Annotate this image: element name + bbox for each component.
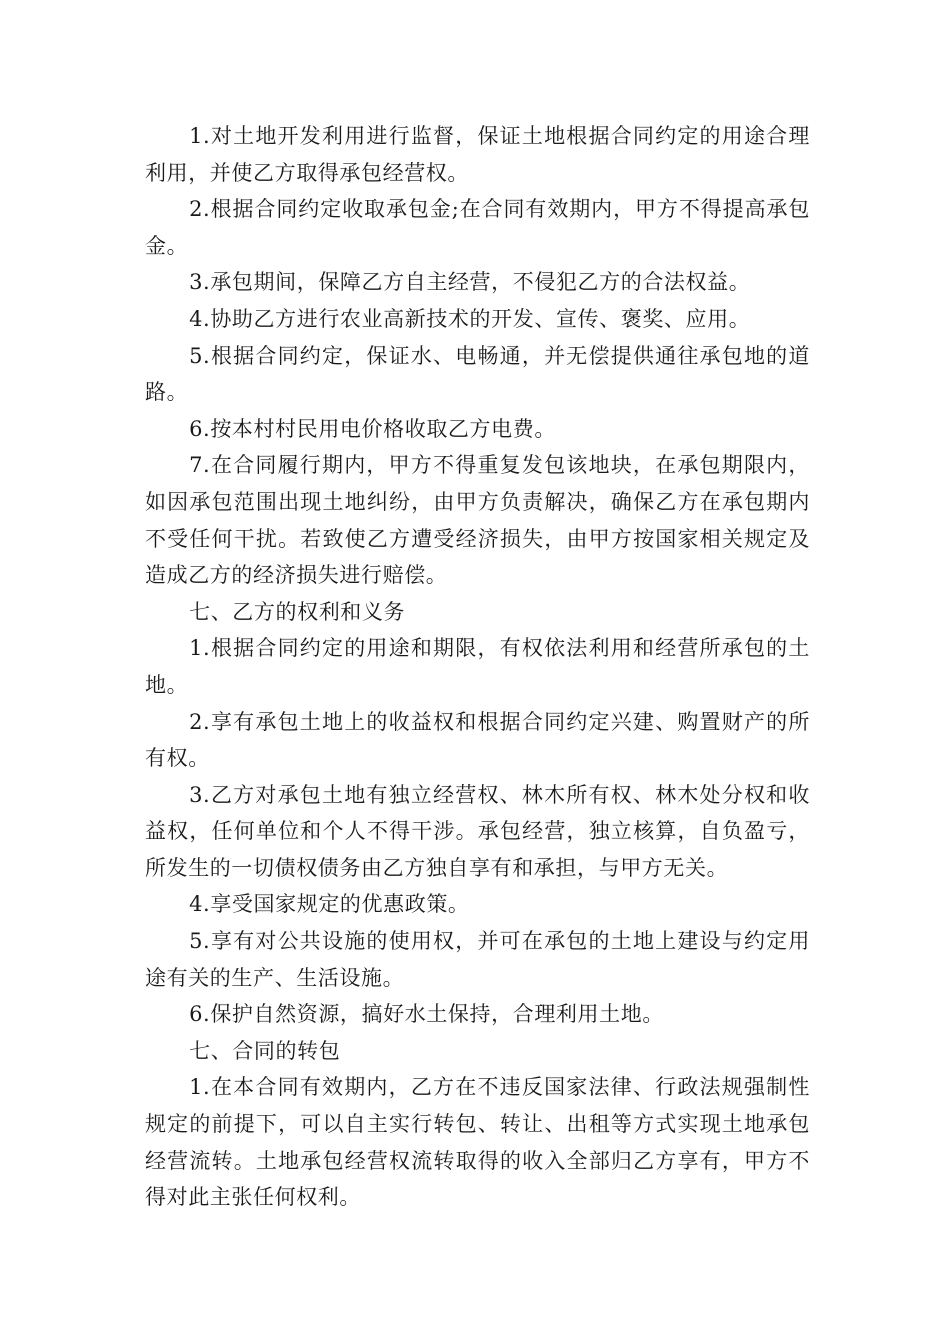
paragraph-8: 1.根据合同约定的用途和期限，有权依法利用和经营所承包的土地。 [145,636,810,697]
paragraph-2: 2.根据合同约定收取承包金;在合同有效期内，甲方不得提高承包金。 [145,197,810,258]
paragraph-3: 3.承包期间，保障乙方自主经营，不侵犯乙方的合法权益。 [189,270,751,295]
paragraph-4: 4.协助乙方进行农业高新技术的开发、宣传、褒奖、应用。 [189,306,751,331]
section-heading-party-b-rights: 七、乙方的权利和义务 [189,599,406,624]
paragraph-5: 5.根据合同约定，保证水、电畅通，并无偿提供通往承包地的道路。 [145,343,810,405]
paragraph-13: 6.保护自然资源，搞好水土保持，合理利用土地。 [189,1002,664,1027]
paragraph-10: 3.乙方对承包土地有独立经营权、林木所有权、林木处分权和收益权，任何单位和个人不得干涉。承包经营，独立核算，自负盈亏，所发生的一切债权债务由乙方独自享有和承担，与甲方无关。 [145,782,810,880]
paragraph-1: 1.对土地开发利用进行监督，保证土地根据合同约定的用途合理利用，并使乙方取得承包经营权。 [145,124,810,185]
document-body [145,118,810,1216]
paragraph-7: 7.在合同履行期内，甲方不得重复发包该地块，在承包期限内，如因承包范围出现土地纠纷，由甲方负责解决，确保乙方在承包期内不受任何干扰。若致使乙方遭受经济损失，由甲方按国家相关规定及造成乙方的经济损失进行赔偿。 [145,453,810,588]
paragraph-9: 2.享有承包土地上的收益权和根据合同约定兴建、购置财产的所有权。 [145,709,810,771]
paragraph-11: 4.享受国家规定的优惠政策。 [189,892,470,917]
paragraph-12: 5.享有对公共设施的使用权，并可在承包的土地上建设与约定用途有关的生产、生活设施。 [145,929,810,990]
paragraph-6: 6.按本村村民用电价格收取乙方电费。 [189,416,556,441]
section-heading-subcontract: 七、合同的转包 [189,1038,341,1063]
paragraph-14: 1.在本合同有效期内，乙方在不违反国家法律、行政法规强制性规定的前提下，可以自主实行转包、转让、出租等方式实现土地承包经营流转。土地承包经营权流转取得的收入全部归乙方享有，甲方不得对此主张任何权利。 [145,1075,810,1210]
